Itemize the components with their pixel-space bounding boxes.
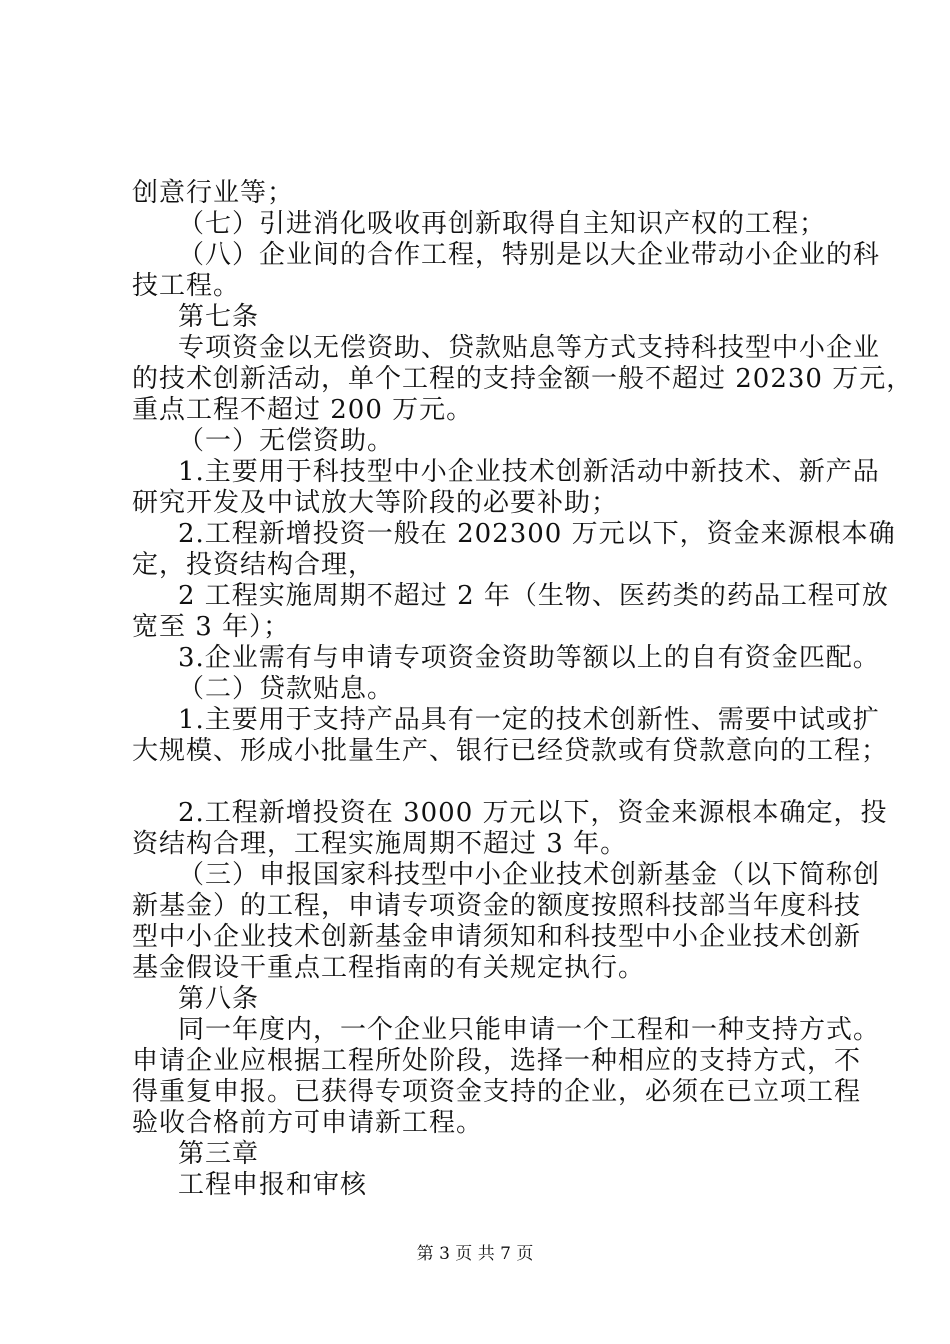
text-line: 资结构合理，工程实施周期不超过 3 年。 (132, 829, 628, 859)
text-line: （七）引进消化吸收再创新取得自主知识产权的工程； (178, 209, 827, 239)
text-line: 技工程。 (132, 271, 241, 301)
text-line: 定，投资结构合理， (132, 550, 376, 580)
text-line: （八）企业间的合作工程，特别是以大企业带动小企业的科 (178, 240, 881, 270)
text-line: （三）申报国家科技型中小企业技术创新基金（以下简称创 (178, 860, 881, 890)
chapter-title: 工程申报和审核 (178, 1170, 368, 1200)
text-line: 同一年度内，一个企业只能申请一个工程和一种支持方式。 (178, 1015, 881, 1045)
text-line: 1.主要用于支持产品具有一定的技术创新性、需要中试或扩 (178, 705, 880, 735)
text-line: 2 工程实施周期不超过 2 年（生物、医药类的药品工程可放 (178, 581, 889, 611)
text-line: 基金假设干重点工程指南的有关规定执行。 (132, 953, 646, 983)
text-line: 型中小企业技术创新基金申请须知和科技型中小企业技术创新 (132, 922, 862, 952)
chapter-heading: 第三章 (178, 1139, 260, 1169)
text-line: 研究开发及中试放大等阶段的必要补助； (132, 488, 619, 518)
article-heading: 第七条 (178, 302, 260, 332)
text-line: 专项资金以无偿资助、贷款贴息等方式支持科技型中小企业 (178, 333, 881, 363)
text-line: （一）无偿资助。 (178, 426, 395, 456)
text-line: 宽至 3 年）； (132, 612, 291, 642)
page-footer: 第 3 页 共 7 页 (416, 1244, 534, 1264)
text-line: 大规模、形成小批量生产、银行已经贷款或有贷款意向的工程； (132, 736, 889, 766)
text-line: 2.工程新增投资一般在 202300 万元以下，资金来源根本确 (178, 519, 896, 549)
text-line: 申请企业应根据工程所处阶段，选择一种相应的支持方式，不 (132, 1046, 862, 1076)
text-line: 的技术创新活动，单个工程的支持金额一般不超过 20230 万元， (132, 364, 914, 394)
text-line: 验收合格前方可申请新工程。 (132, 1108, 484, 1138)
text-line: 3.企业需有与申请专项资金资助等额以上的自有资金匹配。 (178, 643, 880, 673)
text-line: （二）贷款贴息。 (178, 674, 395, 704)
text-line: 得重复申报。已获得专项资金支持的企业，必须在已立项工程 (132, 1077, 862, 1107)
text-line: 2.工程新增投资在 3000 万元以下，资金来源根本确定，投 (178, 798, 888, 828)
text-line: 新基金）的工程，申请专项资金的额度按照科技部当年度科技 (132, 891, 862, 921)
text-line: 1.主要用于科技型中小企业技术创新活动中新技术、新产品 (178, 457, 880, 487)
text-line: 重点工程不超过 200 万元。 (132, 395, 474, 425)
text-line: 创意行业等； (132, 178, 295, 208)
article-heading: 第八条 (178, 984, 260, 1014)
